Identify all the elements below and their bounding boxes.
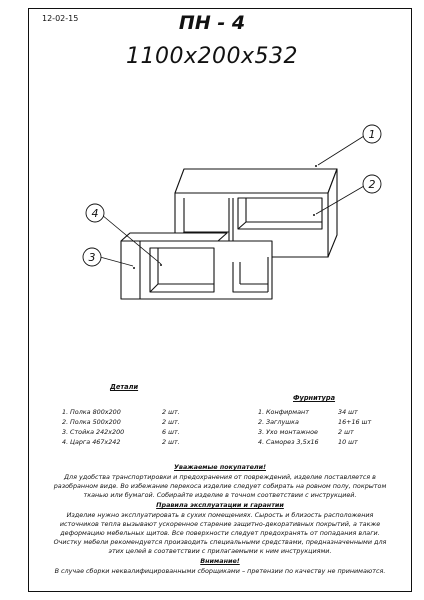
parts-title: Детали: [110, 383, 139, 391]
parts-name: Царга 467x242: [70, 438, 121, 446]
drawing-code: 12-02-15: [42, 14, 79, 23]
hardware-qty: 34 шт: [338, 408, 358, 416]
product-dimensions: 1100x200x532: [125, 44, 298, 69]
hardware-name: Саморез 3,5x16: [266, 438, 319, 446]
notes-intro-line: тканью или бумагой. Собирайте изделие в точном соответствии с инструкцией.: [83, 491, 357, 499]
notes-rules-line: этих целей в соответствии с прилагаемыми к ним инструкциями.: [108, 547, 332, 555]
notes-rules-line: Очистку мебели рекомендуется производить специальными средствами, предназначенными для: [53, 538, 387, 546]
parts-qty: 6 шт.: [162, 428, 180, 436]
product-title: ПН - 4: [178, 12, 246, 34]
parts-num: 1.: [62, 408, 69, 416]
hardware-qty: 16+16 шт: [338, 418, 372, 426]
notes-warning: В случае сборки неквалифицированными сборщиками – претензии по качеству не принимаются.: [54, 567, 386, 575]
notes-greeting: Уважаемые покупатели!: [174, 463, 266, 471]
parts-qty: 2 шт.: [162, 418, 180, 426]
hardware-name: Конфирмант: [266, 408, 309, 416]
parts-num: 3.: [62, 428, 69, 436]
hardware-name: Заглушка: [266, 418, 299, 426]
lower-shelf-unit: [121, 233, 272, 299]
callout-label-2: 2: [368, 178, 376, 191]
hardware-num: 1.: [258, 408, 265, 416]
hardware-title: Фурнитура: [293, 394, 336, 402]
hardware-qty: 10 шт: [338, 438, 358, 446]
notes-rules-title: Правила эксплуатации и гарантии: [156, 501, 284, 509]
notes-rules-line: деформацию мебельных щитов. Все поверхности следует предохранять от попадания влаги.: [60, 529, 380, 537]
parts-qty: 2 шт.: [162, 438, 180, 446]
parts-name: Полка 500x200: [70, 418, 121, 426]
parts-name: Стойка 242x200: [70, 428, 125, 436]
parts-name: Полка 800x200: [70, 408, 121, 416]
callout-label-1: 1: [368, 128, 376, 141]
hardware-num: 4.: [258, 438, 265, 446]
parts-qty: 2 шт.: [162, 408, 180, 416]
hardware-num: 3.: [258, 428, 265, 436]
parts-num: 4.: [62, 438, 69, 446]
hardware-qty: 2 шт: [338, 428, 354, 436]
hardware-name: Ухо монтажное: [266, 428, 318, 436]
callout-label-3: 3: [88, 251, 96, 264]
hardware-num: 2.: [258, 418, 265, 426]
parts-num: 2.: [62, 418, 69, 426]
notes-intro-line: разобранном виде. Во избежание перекоса изделие следует собирать на ровном полу, покрытом: [53, 482, 387, 490]
notes-attention: Внимание!: [200, 557, 240, 565]
notes-rules-line: Изделие нужно эксплуатировать в сухих помещениях. Сырость и близость расположения: [66, 511, 374, 519]
notes-rules-line: источников тепла вызывают ускоренное старение защитно-декоративных покрытий, а также: [59, 520, 381, 528]
callout-label-4: 4: [91, 207, 99, 220]
notes-intro-line: Для удобства транспортировки и предохранения от повреждений, изделие поставляется в: [64, 473, 376, 481]
